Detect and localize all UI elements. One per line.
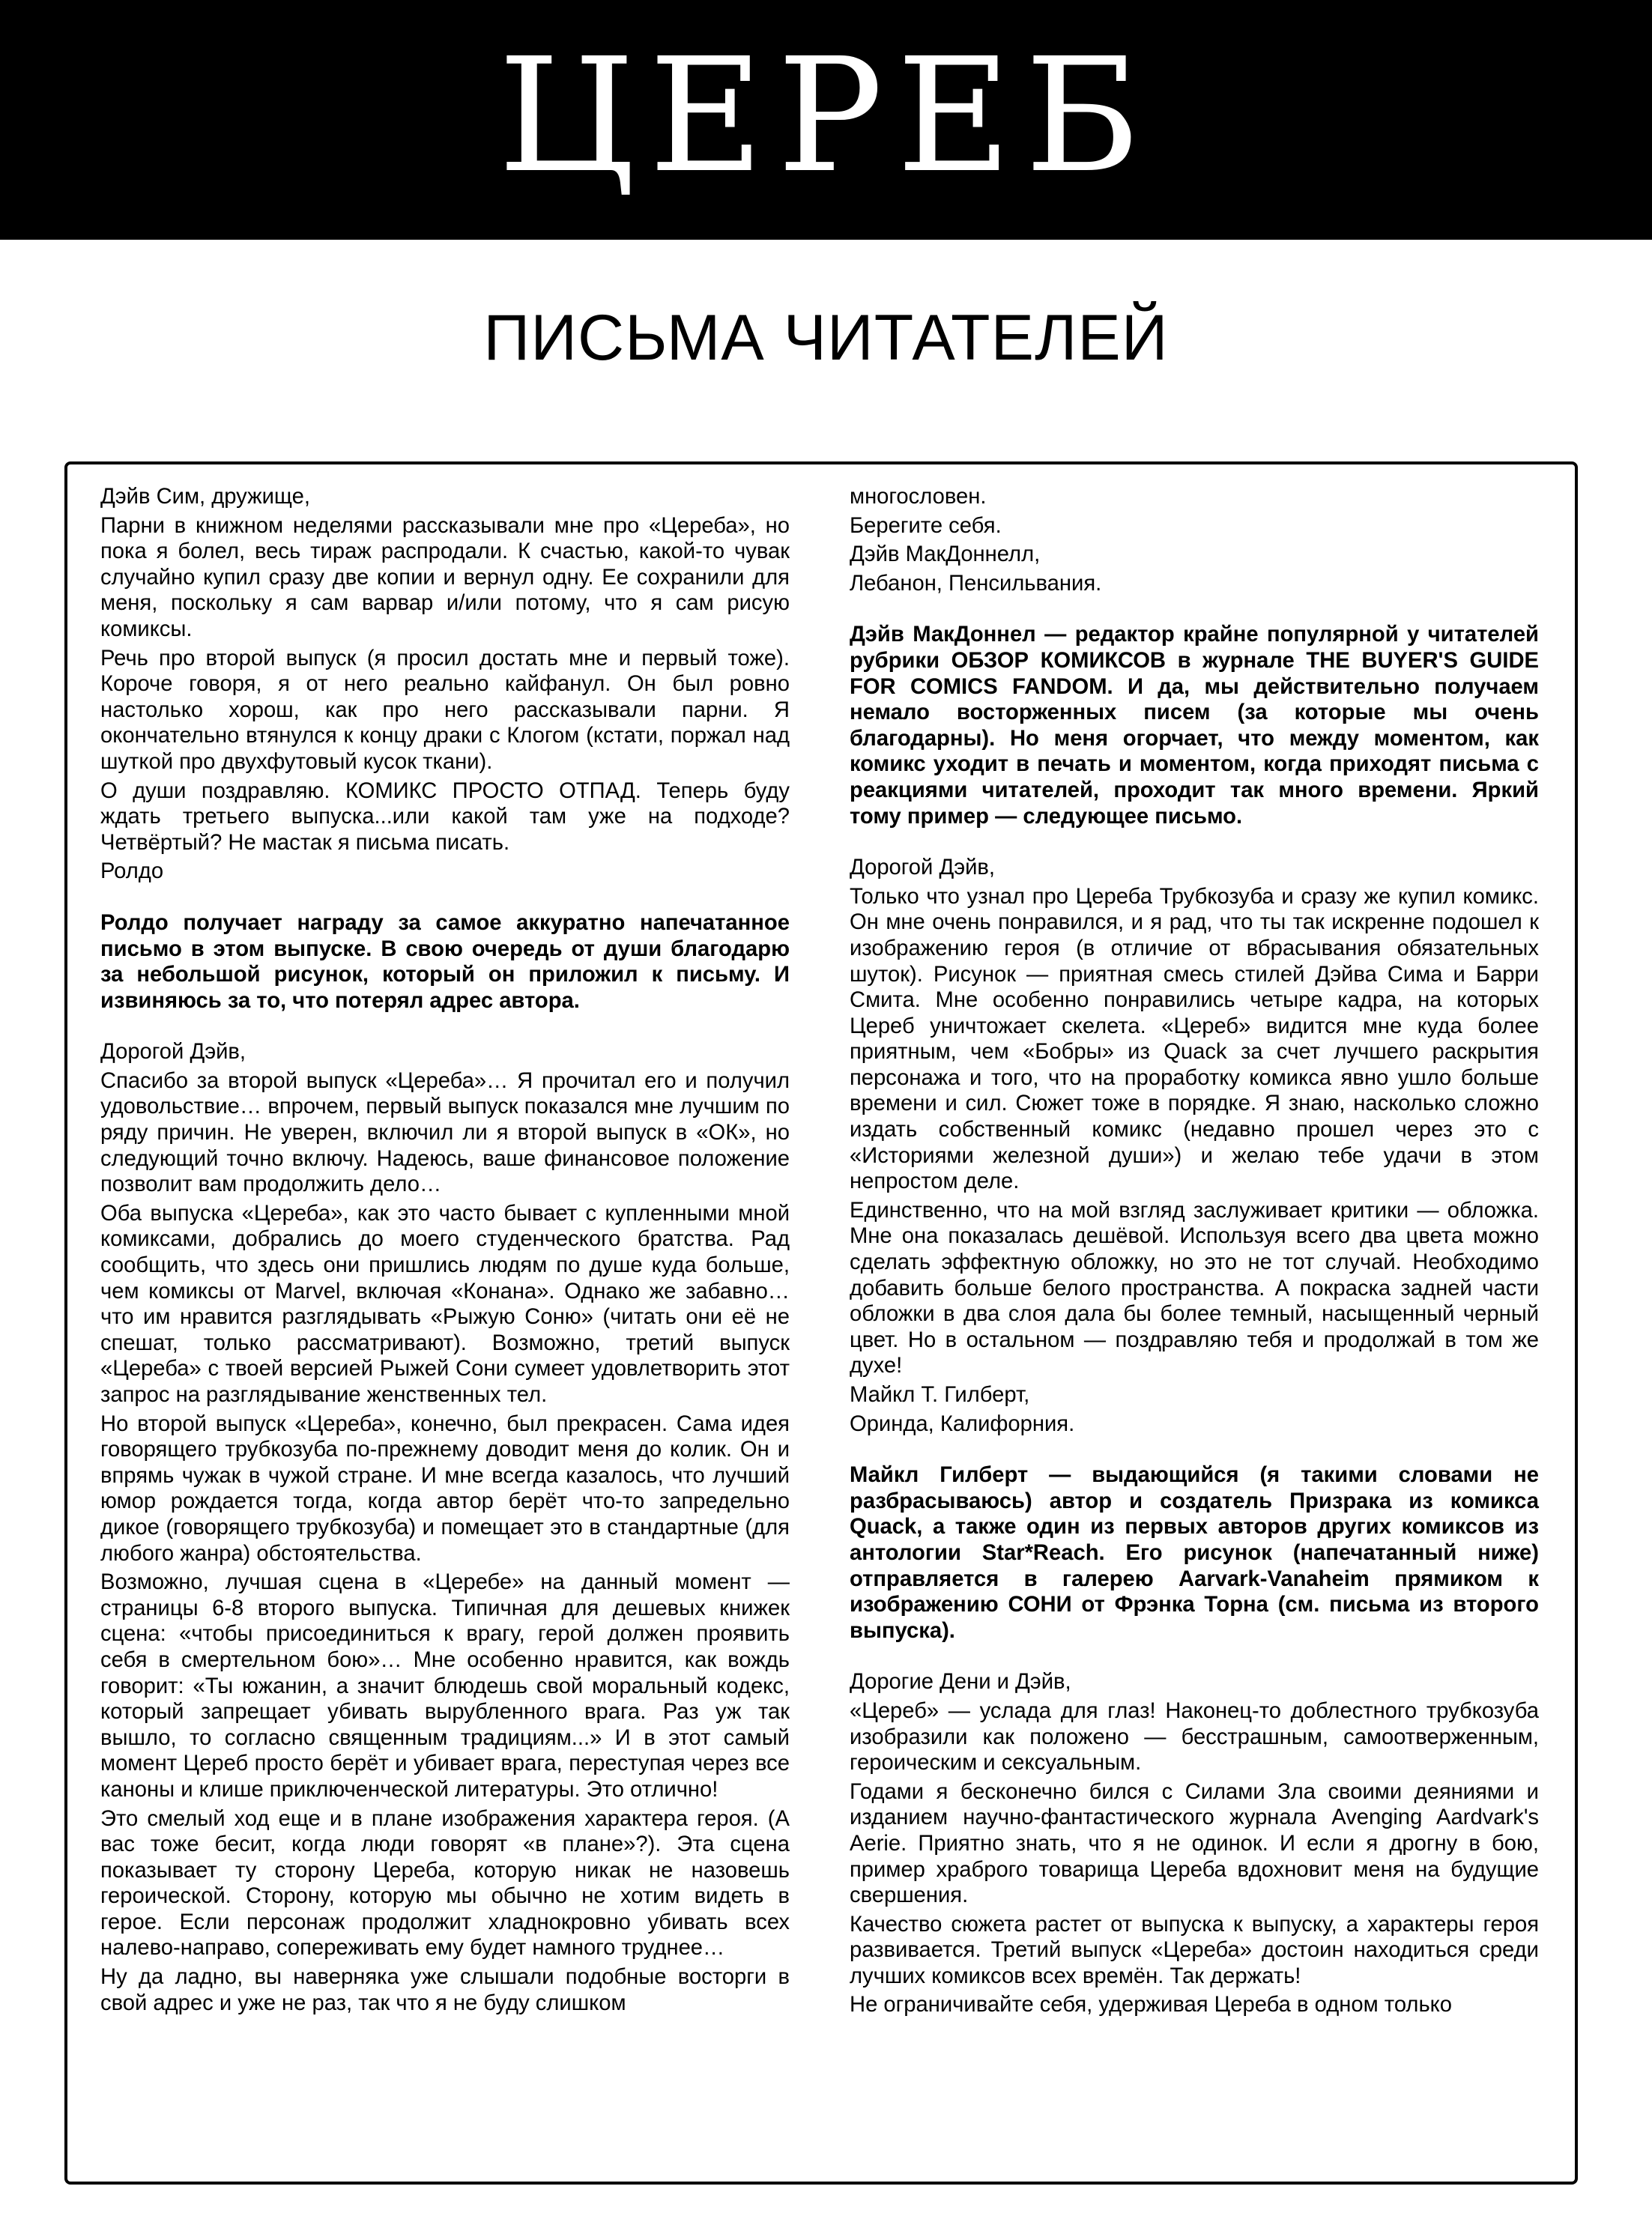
letter-paragraph: Майкл Т. Гилберт, xyxy=(850,1383,1030,1407)
letter-paragraph: Спасибо за второй выпуск «Цереба»… Я прочитал его и получил удовольствие… впрочем, первый выпуск показался мне лучшим по ряду причин. Не уверен, включил ли я второй выпуск в «ОК», но следующий точно включу. Надеюсь, ваше финансовое положение позволит вам продолжить дело… xyxy=(100,1068,790,1197)
right-column xyxy=(850,484,1539,2021)
letter-paragraph: Годами я бесконечно бился с Силами Зла своими деяниями и изданием научно-фантастического журнала Avenging Aardvark's Aerie. Приятно знать, что я не одинок. И если я дрогну в бою, пример храброго товарища Цереба вдохновит меня на будущие свершения. xyxy=(850,1779,1539,1908)
letter-paragraph: Не ограничивайте себя, удерживая Цереба в одном только xyxy=(850,1993,1452,2017)
logo: ЦЕРЕБ xyxy=(497,24,1155,208)
letter-paragraph: Но второй выпуск «Цереба», конечно, был прекрасен. Сама идея говорящего трубкозуба по-прежнему доводит меня до колик. Он и впрямь чужак в чужой стране. И мне всегда казалось, что лучший юмор рождается тогда, когда автор берёт что-то запредельно дикое (говорящего трубкозуба) и помещает это в стандартные (для любого жанра) обстоятельства. xyxy=(100,1411,790,1566)
letter-paragraph: Ролдо xyxy=(100,859,164,884)
letter-paragraph: Единственно, что на мой взгляд заслуживает критики — обложка. Мне она показалась дешёвой. Используя всего два цвета можно сделать эффектную обложку, но это не тот случай. Необходимо добавить больше белого пространства. А покраска задней части обложки в два слоя дала бы более темный, насыщенный черный цвет. Но в остальном — поздравляю тебя и продолжай в том же духе! xyxy=(850,1198,1539,1378)
letter-paragraph: Оринда, Калифорния. xyxy=(850,1411,1075,1436)
editor-reply: Майкл Гилберт — выдающийся (я такими словами не разбрасываюсь) автор и создатель Призрака из комикса Quack, а также один из первых авторов других комиксов из антологии Star*Reach. Его рисунок (напечатанный ниже) отправляется в галерею Aarvark-Vanaheim прямиком к изображению СОНИ от Фрэнка Торна (см. письма из второго выпуска). xyxy=(850,1463,1539,1643)
editor-reply: Дэйв МакДоннел — редактор крайне популярной у читателей рубрики ОБЗОР КОМИКСОВ в журнале THE BUYER'S GUIDE FOR COMICS FANDOM. И да, мы действительно получаем немало восторженных писем (за которые мы очень благодарны). Но меня огорчает, что между моментом, как комикс уходит в печать и моментом, когда приходят письма с реакциями читателей, проходит так много времени. Яркий тому пример — следующее письмо. xyxy=(850,623,1539,829)
letter-paragraph: Дорогой Дэйв, xyxy=(850,856,996,880)
letter-paragraph: Берегите себя. xyxy=(850,513,1002,538)
letter-paragraph: Только что узнал про Цереба Трубкозуба и сразу же купил комикс. Он мне очень понравился, и я рад, что ты так искренне подошел к изображению героя (в отличие от вбрасывания обязательных шуток). Рисунок — приятная смесь стилей Дэйва Сима и Барри Смита. Мне особенно понравились четыре кадра, на которых Цереб уничтожает скелета. «Цереб» видится мне куда более приятным, чем «Бобры» из Quack за счет лучшего раскрытия персонажа и того, что на проработку комикса явно ушло больше времени и сил. Сюжет тоже в порядке. Я знаю, насколько сложно издать собственный комикс (недавно прошел через это с «Историями железной души») и желаю тебе удачи в этом непростом деле. xyxy=(850,884,1539,1194)
letter-paragraph: Речь про второй выпуск (я просил достать мне и первый тоже). Короче говоря, я от него реально кайфанул. Он был ровно настолько хорош, как про него рассказывали парни. Я окончательно втянулся к концу драки с Клогом (кстати, поржал над шуткой про двухфутовый кусок ткани). xyxy=(100,646,790,774)
letter-paragraph: Дэйв Сим, дружище, xyxy=(100,485,310,509)
letter-paragraph: Ну да ладно, вы наверняка уже слышали подобные восторги в свой адрес и уже не раз, так что я не буду слишком xyxy=(100,1965,790,2015)
letter-paragraph: Оба выпуска «Цереба», как это часто бывает с купленными мной комиксами, добрались до моего студенческого братства. Рад сообщить, что здесь они пришлись людям по душе куда больше, чем комиксы от Marvel, включая «Конана». Однако же забавно… что им нравится разглядывать «Рыжую Соню» (читать они её не спешат, только рассматривают). Возможно, третий выпуск «Цереба» с твоей версией Рыжей Сони сумеет удовлетворить этот запрос на разглядывание женственных тел. xyxy=(100,1201,790,1407)
letter-paragraph: Это смелый ход еще и в плане изображения характера героя. (А вас тоже бесит, когда люди говорят «в плане»?). Эта сцена показывает ту сторону Цереба, которую никак не назовешь героической. Сторону, которую мы обычно не хотим видеть в герое. Если персонаж продолжит хладнокровно убивать всех налево-направо, сопереживать ему будет намного труднее… xyxy=(100,1806,790,1961)
letter-paragraph: Лебанон, Пенсильвания. xyxy=(850,571,1102,596)
letter-paragraph: Дэйв МакДоннелл, xyxy=(850,542,1041,567)
letter-paragraph: Парни в книжном неделями рассказывали мне про «Цереба», но пока я болел, весь тираж распродали. К счастью, какой-то чувак случайно купил сразу две копии и вернул одну. Ее сохранили для меня, поскольку я сам варвар и/или потому, что я сам рисую комиксы. xyxy=(100,513,790,641)
editor-reply: Ролдо получает награду за самое аккуратно напечатанное письмо в этом выпуске. В свою очередь от души благодарю за небольшой рисунок, который он приложил к письму. И извиняюсь за то, что потерял адрес автора. xyxy=(100,910,790,1013)
letter-paragraph: «Цереб» — услада для глаз! Наконец-то доблестного трубкозуба изобразили как положено — бесстрашным, самоотверженным, героическим и сексуальным. xyxy=(850,1698,1539,1775)
left-column xyxy=(100,484,790,2019)
letter-paragraph: Дорогой Дэйв, xyxy=(100,1040,246,1065)
letters-box xyxy=(64,461,1578,2185)
letter-paragraph: Возможно, лучшая сцена в «Церебе» на данный момент — страницы 6-8 второго выпуска. Типичная для дешевых книжек сцена: «чтобы присоединиться к врагу, герой должен проявить себя в смертельном бою»… Мне особенно нравится, как вождь говорит: «Ты южанин, а значит блюдешь свой моральный кодекс, который запрещает убивать вырубленного врага. Раз уж так вышло, то согласно священным традициям...» И в этот самый момент Цереб просто берёт и убивает врага, переступая через все каноны и клише приключенческой литературы. Это отлично! xyxy=(100,1570,790,1802)
letter-paragraph: О души поздравляю. КОМИКС ПРОСТО ОТПАД. Теперь буду ждать третьего выпуска...или какой там уже на подходе? Четвёртый? Не мастак я письма писать. xyxy=(100,778,790,855)
letter-paragraph: многословен. xyxy=(850,485,987,509)
page-title: ПИСЬМА ЧИТАТЕЛЕЙ xyxy=(483,302,1169,374)
letter-paragraph: Дорогие Дени и Дэйв, xyxy=(850,1670,1071,1695)
masthead xyxy=(0,0,1652,240)
letter-paragraph: Качество сюжета растет от выпуска к выпуску, а характеры героя развивается. Третий выпуск «Цереба» достоин находиться среди лучших комиксов всех времён. Так держать! xyxy=(850,1912,1539,1988)
